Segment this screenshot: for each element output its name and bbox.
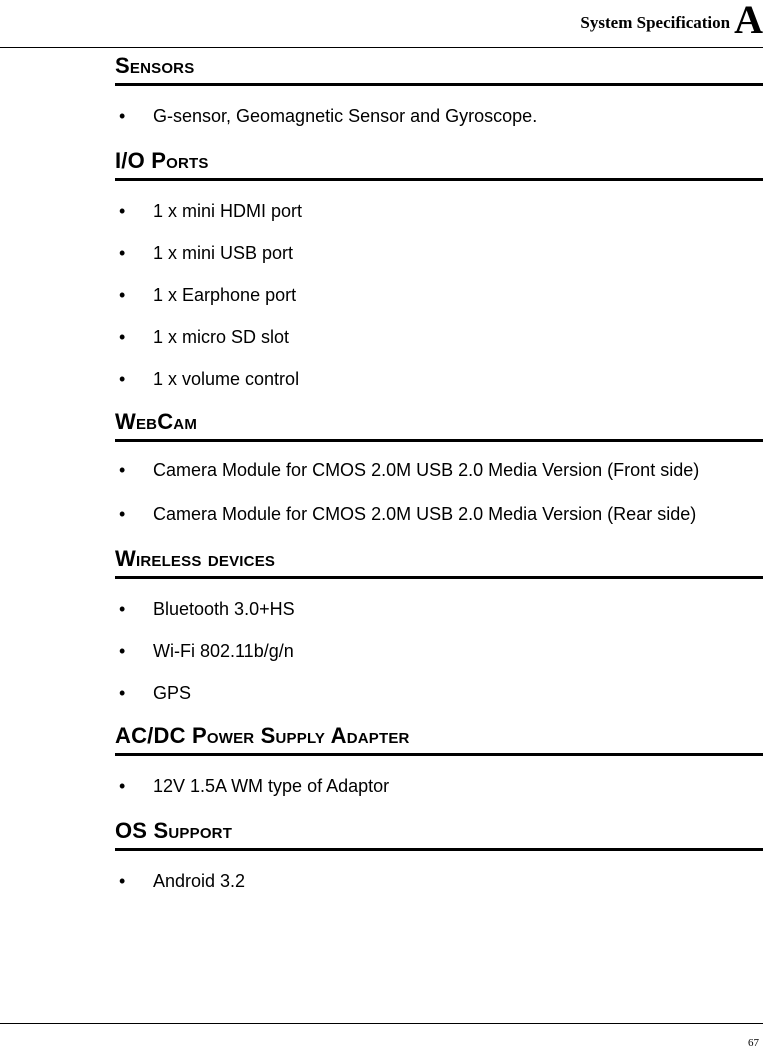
bullet-icon: • <box>119 460 126 480</box>
list-item-text: Wi-Fi 802.11b/g/n <box>153 641 294 661</box>
bullet-icon: • <box>119 285 126 305</box>
bullet-icon: • <box>119 871 126 891</box>
list-item-text: G-sensor, Geomagnetic Sensor and Gyroscope. <box>153 106 538 126</box>
list-item <box>115 639 763 663</box>
list-item <box>115 458 763 482</box>
list-item <box>115 104 763 128</box>
bullet-icon: • <box>119 683 126 703</box>
list-item <box>115 199 763 223</box>
list-item <box>115 774 763 798</box>
list-item <box>115 681 763 705</box>
section-io-ports <box>115 150 763 391</box>
bullet-icon: • <box>119 641 126 661</box>
list-item-text: 1 x mini HDMI port <box>153 201 303 221</box>
bullet-list <box>115 458 763 526</box>
bullet-icon: • <box>119 201 126 221</box>
list-item <box>115 869 763 893</box>
section-sensors <box>115 47 763 128</box>
list-item-text: Camera Module for CMOS 2.0M USB 2.0 Media Version (Front side) <box>153 460 700 480</box>
list-item-text: 12V 1.5A WM type of Adaptor <box>153 776 390 796</box>
section-heading: WebCam <box>115 411 763 442</box>
section-heading: I/O Ports <box>115 150 763 181</box>
list-item-text: Bluetooth 3.0+HS <box>153 599 295 619</box>
bullet-icon: • <box>119 369 126 389</box>
appendix-letter: A <box>734 0 763 42</box>
footer-divider <box>0 1023 763 1024</box>
section-os-support <box>115 820 763 893</box>
section-heading: AC/DC Power Supply Adapter <box>115 725 763 756</box>
spec-content <box>115 47 763 893</box>
list-item <box>115 597 763 621</box>
section-wireless-devices <box>115 548 763 705</box>
list-item <box>115 367 763 391</box>
section-webcam <box>115 411 763 526</box>
header-title: System Specification <box>580 13 731 32</box>
bullet-icon: • <box>119 599 126 619</box>
bullet-list <box>115 869 763 893</box>
bullet-list <box>115 774 763 798</box>
page-number: 67 <box>748 1037 759 1049</box>
list-item-text: 1 x Earphone port <box>153 285 297 305</box>
page-header <box>580 0 763 42</box>
list-item <box>115 241 763 265</box>
bullet-icon: • <box>119 106 126 126</box>
list-item-text: Camera Module for CMOS 2.0M USB 2.0 Media Version (Rear side) <box>153 504 697 524</box>
bullet-list <box>115 597 763 705</box>
bullet-icon: • <box>119 327 126 347</box>
bullet-list <box>115 199 763 391</box>
bullet-icon: • <box>119 243 126 263</box>
list-item-text: Android 3.2 <box>153 871 246 891</box>
list-item-text: 1 x micro SD slot <box>153 327 290 347</box>
list-item <box>115 283 763 307</box>
list-item-text: 1 x mini USB port <box>153 243 294 263</box>
list-item <box>115 325 763 349</box>
bullet-icon: • <box>119 776 126 796</box>
section-heading: OS Support <box>115 820 763 851</box>
bullet-list <box>115 104 763 128</box>
section-heading: Sensors <box>115 55 763 86</box>
list-item-text: 1 x volume control <box>153 369 300 389</box>
bullet-icon: • <box>119 504 126 524</box>
section-heading: Wireless devices <box>115 548 763 579</box>
list-item-text: GPS <box>153 683 192 703</box>
list-item <box>115 502 763 526</box>
section-power-adapter <box>115 725 763 798</box>
